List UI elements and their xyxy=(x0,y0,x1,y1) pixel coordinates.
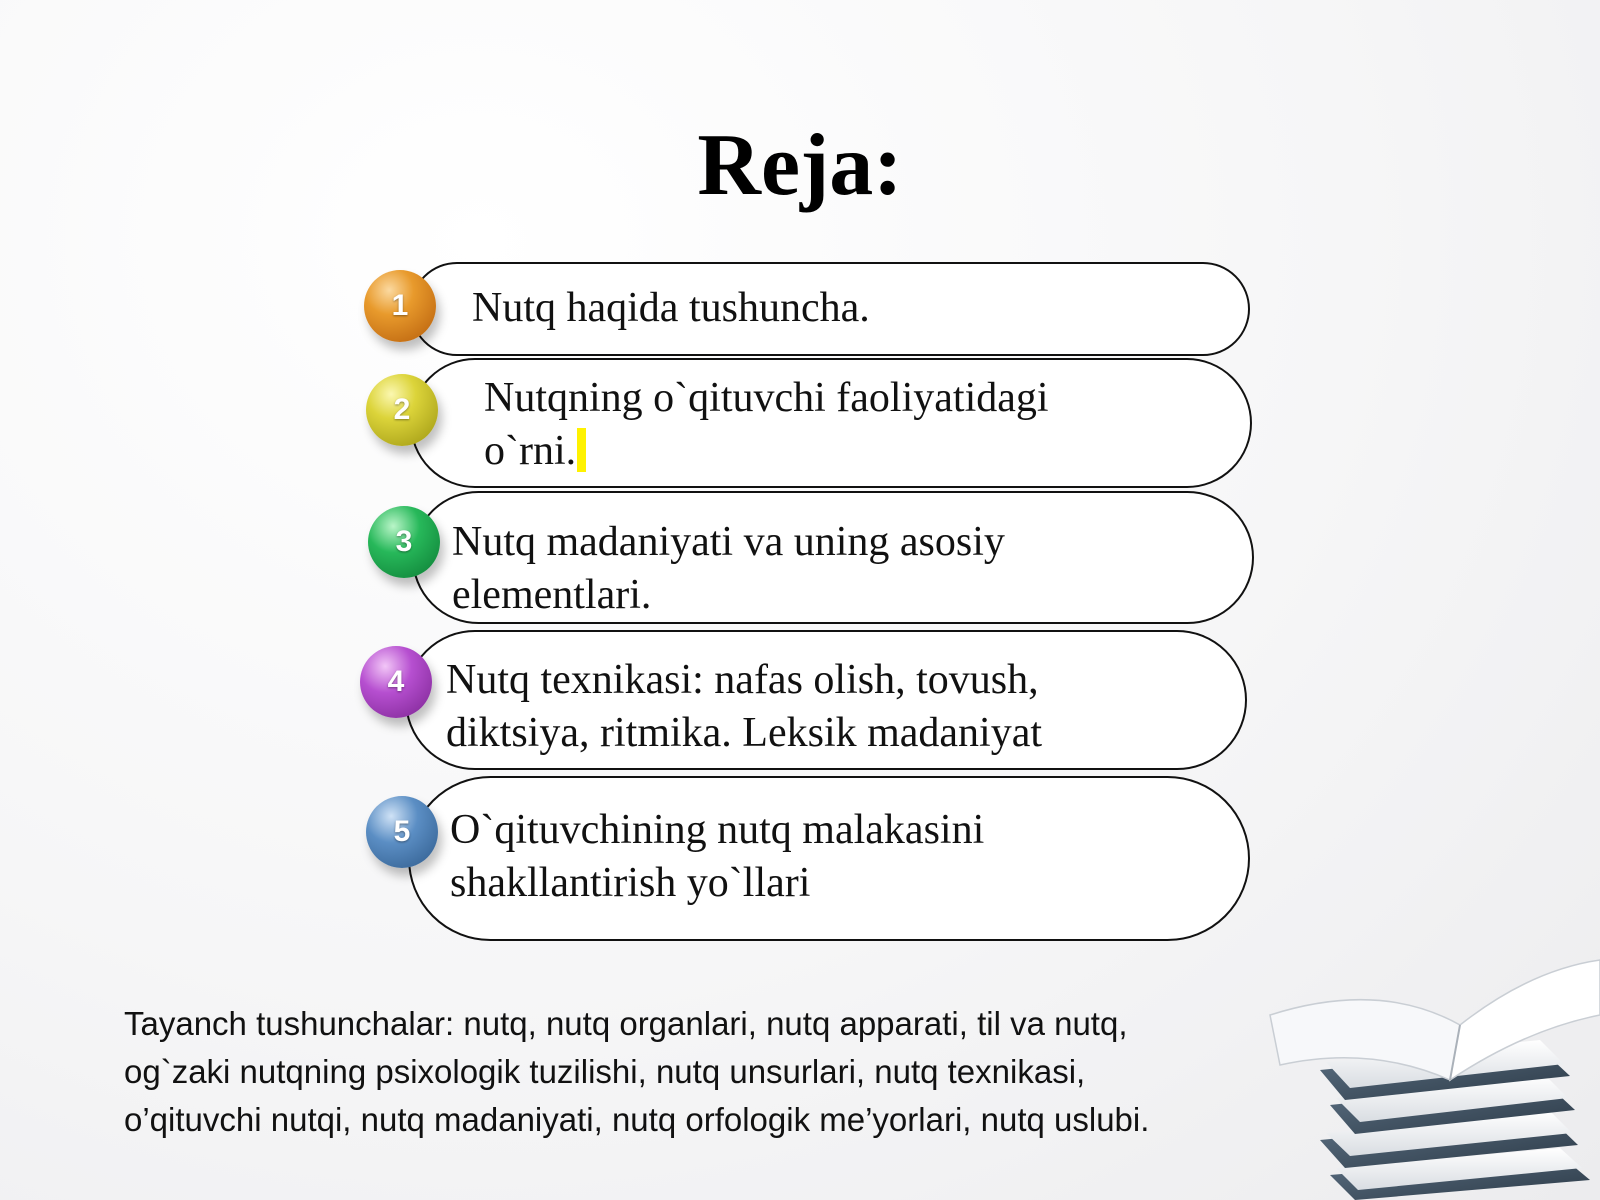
keywords-paragraph xyxy=(124,1000,1304,1144)
plan-item-2-line2 xyxy=(484,425,586,478)
plan-item-1-text: Nutq haqida tushuncha. xyxy=(472,285,870,331)
keywords-line-1: Tayanch tushunchalar: nutq, nutq organlari, nutq apparati, til va nutq, xyxy=(124,1005,1128,1042)
plan-item-4-line2: diktsiya, ritmika. Leksik madaniyat xyxy=(446,710,1043,756)
plan-item-5-line1: O`qituvchining nutq malakasini xyxy=(450,807,985,853)
plan-item-4-line1: Nutq texnikasi: nafas olish, tovush, xyxy=(446,657,1039,703)
number-ball-2: 2 xyxy=(366,374,438,446)
text-cursor xyxy=(577,428,586,472)
plan-item-3-line1: Nutq madaniyati va uning asosiy xyxy=(452,519,1005,565)
keywords-line-2: og`zaki nutqning psixologik tuzilishi, nutq unsurlari, nutq texnikasi, xyxy=(124,1053,1086,1090)
number-ball-4: 4 xyxy=(360,646,432,718)
books-stack-icon xyxy=(1260,940,1600,1200)
plan-item-3-line2: elementlari. xyxy=(452,572,652,618)
plan-item-2-line1: Nutqning o`qituvchi faoliyatidagi xyxy=(484,375,1049,421)
slide-title: Reja: xyxy=(697,117,903,214)
plan-item-5-line2: shakllantirish yo`llari xyxy=(450,860,811,906)
keywords-line-3: o’qituvchi nutqi, nutq madaniyati, nutq orfologik me’yorlari, nutq uslubi. xyxy=(124,1101,1150,1138)
number-ball-3: 3 xyxy=(368,506,440,578)
number-ball-5: 5 xyxy=(366,796,438,868)
plan-item-2-line2-text: o`rni. xyxy=(484,428,577,474)
number-ball-1: 1 xyxy=(364,270,436,342)
